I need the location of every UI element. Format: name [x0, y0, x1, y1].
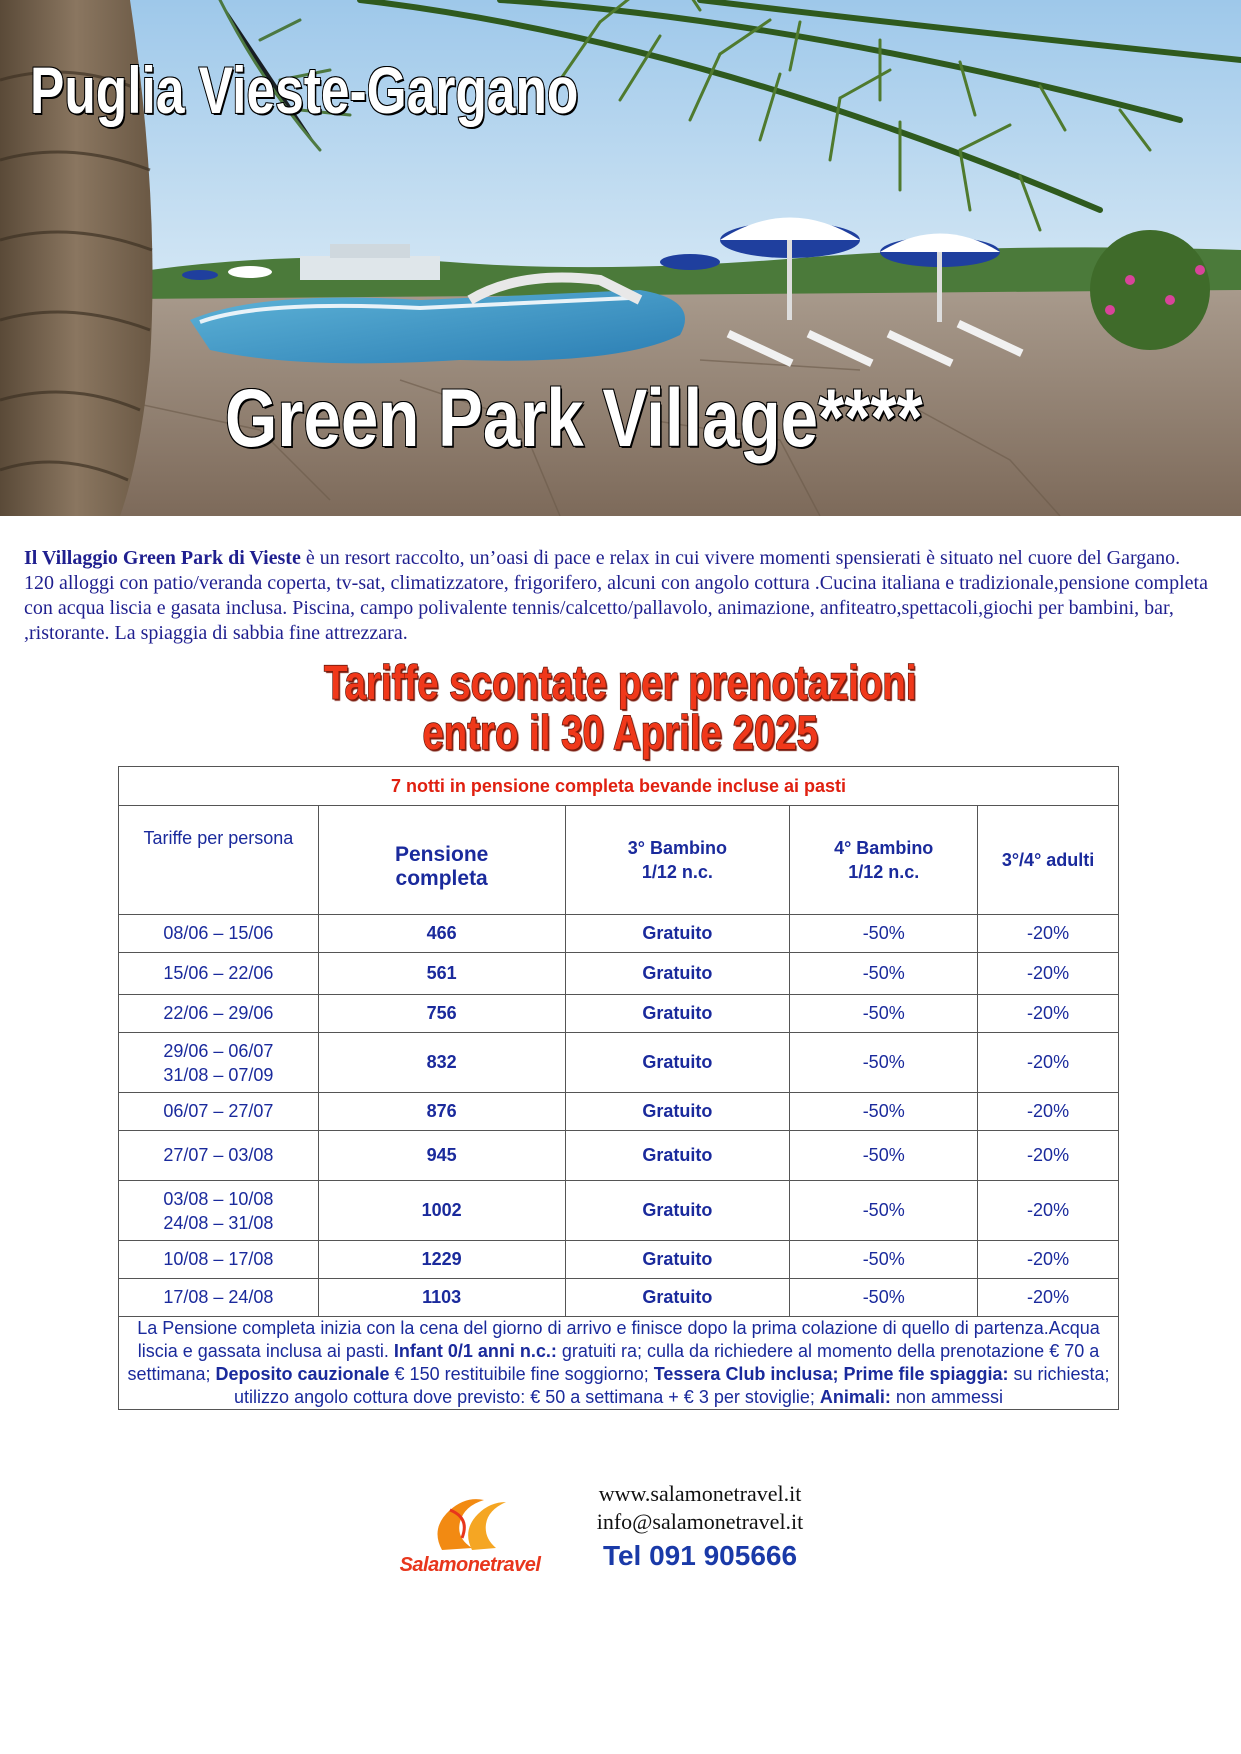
- promo-line-2-text: entro il 30 Aprile 2025: [422, 707, 819, 760]
- notes-bold-club: Tessera Club inclusa; Prime file spiaggia:: [653, 1364, 1009, 1384]
- notes-text-3: € 150 restituibile fine soggiorno;: [389, 1364, 654, 1384]
- row-period: [119, 1181, 319, 1241]
- row-price: 876: [318, 1093, 565, 1131]
- header-fourth-child: [790, 806, 978, 915]
- table-row: [119, 1279, 1119, 1317]
- promo-line-1: [0, 656, 1241, 711]
- header-period: Tariffe per persona: [119, 806, 319, 915]
- row-fourth-child: -50%: [790, 1279, 978, 1317]
- row-third-child: Gratuito: [565, 1131, 790, 1181]
- header-third-child-l1: 3° Bambino: [627, 838, 728, 858]
- row-period: 10/08 – 17/08: [119, 1241, 319, 1279]
- row-period-1: 03/08 – 10/08: [163, 1188, 274, 1209]
- email-link[interactable]: info@salamonetravel.it: [596, 1509, 804, 1534]
- row-adults: -20%: [978, 1131, 1119, 1181]
- table-row: [119, 1131, 1119, 1181]
- row-third-child: Gratuito: [565, 953, 790, 995]
- promo-line-2: [0, 706, 1241, 761]
- row-fourth-child: -50%: [790, 995, 978, 1033]
- row-third-child: Gratuito: [565, 1181, 790, 1241]
- row-fourth-child: -50%: [790, 915, 978, 953]
- table-row: [119, 953, 1119, 995]
- table-row: [119, 1181, 1119, 1241]
- row-period: 15/06 – 22/06: [119, 953, 319, 995]
- notes-text-5: non ammessi: [890, 1387, 1003, 1407]
- header-third-child-l2: 1/12 n.c.: [641, 862, 713, 882]
- notes-bold-deposit: Deposito cauzionale: [215, 1364, 390, 1384]
- row-period: 27/07 – 03/08: [119, 1131, 319, 1181]
- salamone-logo: [380, 1488, 560, 1588]
- row-period: 22/06 – 29/06: [119, 995, 319, 1033]
- row-adults: -20%: [978, 1241, 1119, 1279]
- phone-number[interactable]: Tel 091 905666: [602, 1540, 798, 1571]
- intro-paragraph: [24, 546, 1214, 646]
- intro-lead: Il Villaggio Green Park di Vieste: [24, 547, 301, 569]
- header-fourth-child-l2: 1/12 n.c.: [848, 862, 920, 882]
- header-full-board-l1: Pensione: [394, 843, 489, 866]
- row-price: 1002: [318, 1181, 565, 1241]
- row-period: 17/08 – 24/08: [119, 1279, 319, 1317]
- row-price: 1103: [318, 1279, 565, 1317]
- hero-banner: [0, 0, 1241, 516]
- table-row: [119, 1241, 1119, 1279]
- notes-row: [119, 1317, 1119, 1410]
- row-period-2: 24/08 – 31/08: [163, 1212, 274, 1233]
- row-fourth-child: -50%: [790, 1033, 978, 1093]
- header-full-board: [318, 806, 565, 915]
- notes-text-1: La Pensione completa inizia con la cena del giorno di arrivo e finisce dopo la prima colazione di quello di partenza.Acqua liscia e gassata inclusa ai pasti.: [137, 1318, 1100, 1361]
- table-row: [119, 995, 1119, 1033]
- header-adults: 3°/4° adulti: [978, 806, 1119, 915]
- row-period: 08/06 – 15/06: [119, 915, 319, 953]
- row-third-child: Gratuito: [565, 1093, 790, 1131]
- header-fourth-child-l1: 4° Bambino: [834, 838, 934, 858]
- logo-mark-icon: [380, 1488, 560, 1558]
- row-fourth-child: -50%: [790, 1241, 978, 1279]
- notes-text-4: su richiesta; utilizzo angolo cottura dove previsto: € 50 a settimana + € 3 per stoviglie;: [234, 1364, 1110, 1407]
- row-adults: -20%: [978, 1181, 1119, 1241]
- row-adults: -20%: [978, 1033, 1119, 1093]
- website-link[interactable]: www.salamonetravel.it: [598, 1481, 802, 1506]
- row-third-child: Gratuito: [565, 1241, 790, 1279]
- notes-text-2: gratuiti ra; culla da richiedere al momento della prenotazione € 70 a settimana;: [127, 1341, 1100, 1384]
- table-title-row: [119, 767, 1119, 806]
- logo-text: Salamonetravel: [399, 1554, 541, 1576]
- row-price: 466: [318, 915, 565, 953]
- row-fourth-child: -50%: [790, 1181, 978, 1241]
- row-period: 06/07 – 27/07: [119, 1093, 319, 1131]
- row-price: 832: [318, 1033, 565, 1093]
- notes-bold-infant: Infant 0/1 anni n.c.:: [393, 1341, 557, 1361]
- row-price: 1229: [318, 1241, 565, 1279]
- promo-line-1-text: Tariffe scontate per prenotazioni: [324, 657, 917, 710]
- row-fourth-child: -50%: [790, 953, 978, 995]
- row-price: 945: [318, 1131, 565, 1181]
- row-fourth-child: -50%: [790, 1131, 978, 1181]
- table-header-row: [119, 806, 1119, 915]
- table-title: 7 notti in pensione completa bevande incluse ai pasti: [119, 767, 1119, 806]
- row-period: [119, 1033, 319, 1093]
- row-adults: -20%: [978, 1093, 1119, 1131]
- rates-table: [118, 766, 1119, 1410]
- row-fourth-child: -50%: [790, 1093, 978, 1131]
- table-row: [119, 915, 1119, 953]
- village-title: Green Park Village****: [225, 373, 923, 464]
- intro-body: è un resort raccolto, un’oasi di pace e relax in cui vivere momenti spensierati è situato nel cuore del Gargano. 120 alloggi con patio/veranda coperta, tv-sat, climatizzatore, frigorifero, alcuni con angolo cottura .Cucina italiana e tradizionale,pensione completa con acqua liscia e gasata inclusa. Piscina, campo polivalente tennis/calcetto/pallavolo, animazione, anfiteatro,spettacoli,giochi per bambini, bar, ,ristorante. La spiaggia di sabbia fine attrezzara.: [24, 547, 1208, 644]
- row-third-child: Gratuito: [565, 1033, 790, 1093]
- terms-notes: [119, 1317, 1119, 1410]
- row-period-2: 31/08 – 07/09: [163, 1064, 274, 1085]
- contact-block: [550, 1480, 850, 1572]
- table-row: [119, 1093, 1119, 1131]
- row-price: 561: [318, 953, 565, 995]
- row-period-1: 29/06 – 06/07: [163, 1040, 274, 1061]
- row-price: 756: [318, 995, 565, 1033]
- header-full-board-l2: completa: [395, 867, 488, 890]
- row-adults: -20%: [978, 995, 1119, 1033]
- header-third-child: [565, 806, 790, 915]
- row-adults: -20%: [978, 1279, 1119, 1317]
- row-adults: -20%: [978, 915, 1119, 953]
- region-title: Puglia Vieste-Gargano: [30, 53, 579, 127]
- row-third-child: Gratuito: [565, 995, 790, 1033]
- row-third-child: Gratuito: [565, 915, 790, 953]
- row-adults: -20%: [978, 953, 1119, 995]
- row-third-child: Gratuito: [565, 1279, 790, 1317]
- table-row: [119, 1033, 1119, 1093]
- notes-bold-animals: Animali:: [819, 1387, 891, 1407]
